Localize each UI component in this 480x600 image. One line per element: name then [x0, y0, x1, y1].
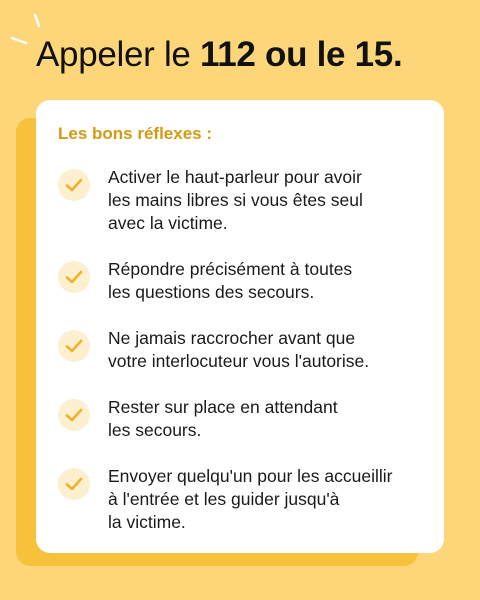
checkmark-icon — [58, 169, 90, 201]
checkmark-icon — [58, 399, 90, 431]
list-item-text: Activer le haut-parleur pour avoir les mains libres si vous êtes seul avec la victime. — [108, 167, 363, 233]
card-title: Les bons réflexes : — [58, 124, 213, 143]
headline-emphasis: 112 ou le 15. — [200, 35, 403, 74]
list-item-text: Ne jamais raccrocher avant que votre interlocuteur vous l'autorise. — [108, 328, 370, 371]
list-item-text: Envoyer quelqu'un pour les accueillir à l'entrée et les guider jusqu'à la victime. — [108, 466, 393, 532]
checkmark-icon — [58, 330, 90, 362]
list-item-text: Répondre précisément à toutes les questions des secours. — [108, 259, 353, 302]
page-headline — [36, 33, 402, 77]
checkmark-icon — [58, 261, 90, 293]
reflexes-card — [36, 100, 444, 553]
list-item-text: Rester sur place en attendant les secours. — [108, 397, 338, 440]
headline-prefix: Appeler le — [36, 35, 201, 74]
checkmark-icon — [58, 468, 90, 500]
